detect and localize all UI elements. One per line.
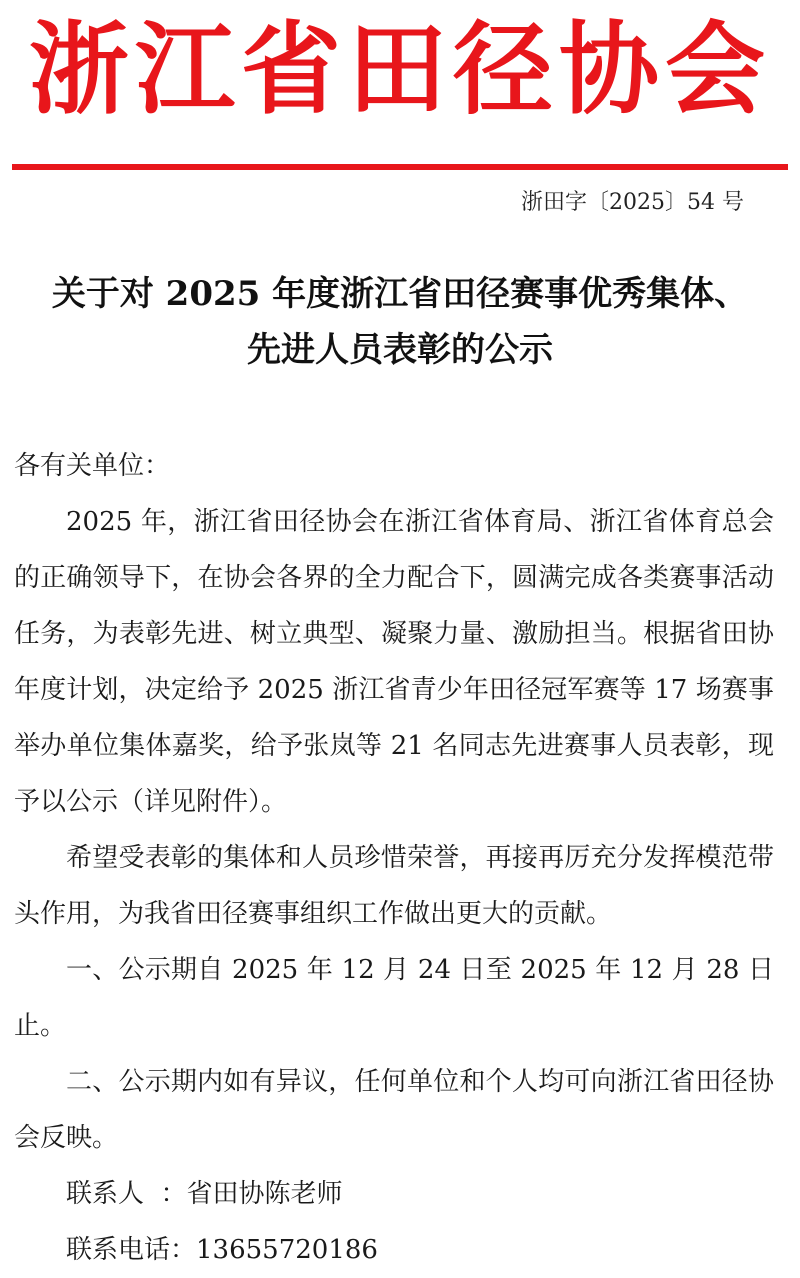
document-number: 浙田字〔2025〕54 号 [521, 190, 744, 215]
title-line-2: 先进人员表彰的公示 [247, 330, 553, 370]
item-publicity-period: 一、公示期自 2025 年 12 月 24 日至 2025 年 12 月 28 日止。 [14, 955, 774, 1041]
paragraph-announcement: 2025 年，浙江省田径协会在浙江省体育局、浙江省体育总会的正确领导下，在协会各界的全力配合下，圆满完成各类赛事活动任务，为表彰先进、树立典型、凝聚力量、激励担当。根据省田协年度计划，决定给予 2025 浙江省青少年田径冠军赛等 17 场赛事举办单位集体嘉奖，给予张岚等 21 名同志先进赛事人员表彰，现予以公示（详见附件）。 [14, 507, 774, 817]
title-line-1: 关于对 2025 年度浙江省田径赛事优秀集体、 [51, 274, 749, 314]
item-objection: 二、公示期内如有异议，任何单位和个人均可向浙江省田径协会反映。 [14, 1067, 774, 1153]
contact-phone: 联系电话：13655720186 [66, 1235, 378, 1265]
contact-person: 联系人 ：省田协陈老师 [66, 1179, 343, 1209]
red-divider-line [12, 164, 788, 170]
paragraph-encouragement: 希望受表彰的集体和人员珍惜荣誉，再接再厉充分发挥模范带头作用，为我省田径赛事组织工作做出更大的贡献。 [14, 843, 774, 929]
document-body [14, 438, 774, 1278]
salutation: 各有关单位： [14, 451, 171, 481]
document-title [0, 266, 800, 378]
organization-masthead: 浙江省田径协会 [29, 11, 771, 128]
